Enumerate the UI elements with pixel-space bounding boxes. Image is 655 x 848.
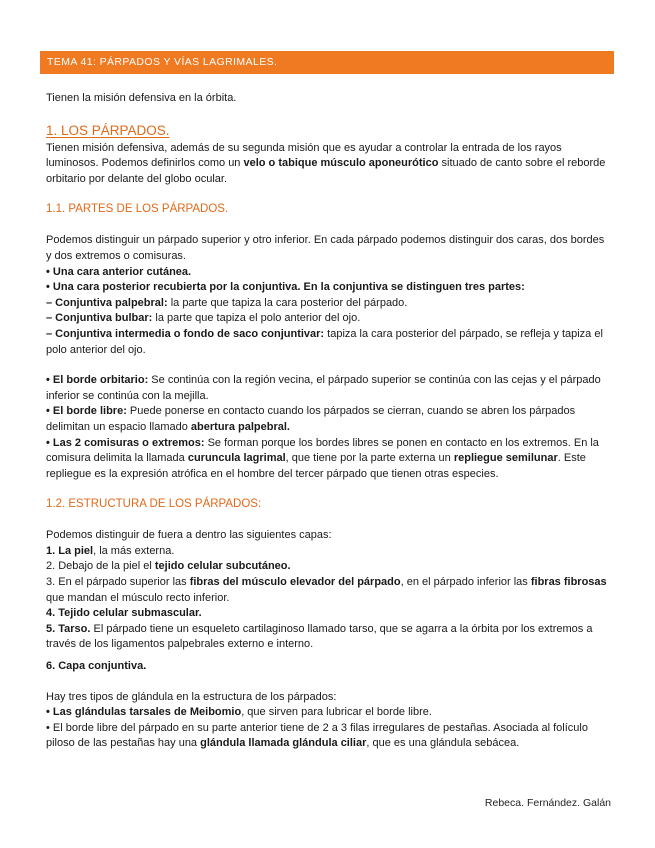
list-item: – Conjuntiva bulbar: la parte que tapiza el polo anterior del ojo. [46,312,361,325]
list-item: 5. Tarso. El párpado tiene un esqueleto cartilaginoso llamado tarso, que se agarra a la órbita por los extremos a través de los ligamentos palpebrales externo e interno. [46,622,593,651]
glands-intro-paragraph: Hay tres tipos de glándula en la estructura de los párpados: [46,690,337,703]
section-1-paragraph: Tienen misión defensiva, además de su segunda misión que es ayudar a controlar la entrada de los rayos luminosos. Podemos definirlos como un velo o tabique músculo aponeurótico situado de canto sobre el reborde orbitario por delante del globo ocular. [46,141,606,185]
topic-title: TEMA 41: PÁRPADOS Y VÍAS LAGRIMALES. [47,56,278,68]
list-item: 3. En el párpado superior las fibras del músculo elevador del párpado, en el párpado inferior las fibras fibrosas que mandan el músculo recto inferior. [46,576,607,604]
list-item: 6. Capa conjuntiva. [46,660,147,673]
list-item: • Una cara posterior recubierta por la conjuntiva. En la conjuntiva se distinguen tres partes: [46,281,525,294]
list-item: • Las glándulas tarsales de Meibomio, que sirven para lubricar el borde libre. [46,706,432,719]
parts-intro-paragraph: Podemos distinguir un párpado superior y otro inferior. En cada párpado podemos distinguir dos caras, dos bordes y dos extremos o comisuras. [46,234,605,262]
list-item: 4. Tejido celular submascular. [46,607,202,620]
author-footer: Rebeca. Fernández. Galán [484,797,611,809]
list-item: • El borde orbitario: Se continúa con la región vecina, el párpado superior se continúa con las cejas y el párpado inferior se continúa con la mejilla. [46,374,601,402]
section-1-2-heading: 1.2. ESTRUCTURA DE LOS PÁRPADOS: [46,498,262,511]
list-item: • Una cara anterior cutánea. [46,265,192,278]
list-item: – Conjuntiva intermedia o fondo de saco conjuntivar: tapiza la cara posterior del párpado, se refleja y tapiza el polo anterior del ojo. [46,327,603,356]
layers-intro-paragraph: Podemos distinguir de fuera a dentro las siguientes capas: [46,529,332,542]
list-item: • El borde libre: Puede ponerse en contacto cuando los párpados se cierran, cuando se abren los párpados delimitan un espacio llamado abertura palpebral. [46,405,576,433]
list-item: 1. La piel, la más externa. [46,544,175,557]
document-body [46,91,612,752]
section-1-heading: 1. LOS PÁRPADOS. [46,122,170,138]
topic-header-bar [40,51,614,74]
intro-paragraph: Tienen la misión defensiva en la órbita. [46,92,237,104]
list-item: – Conjuntiva palpebral: la parte que tapiza la cara posterior del párpado. [46,296,408,309]
list-item: • El borde libre del párpado en su parte anterior tiene de 2 a 3 filas irregulares de pestañas. Asociada al folículo piloso de las pestañas hay una glándula llamada glándula ciliar, que es una glándula sebácea. [46,721,588,750]
list-item: 2. Debajo de la piel el tejido celular subcutáneo. [46,560,291,573]
section-1-1-heading: 1.1. PARTES DE LOS PÁRPADOS. [46,203,229,216]
list-item: • Las 2 comisuras o extremos: Se forman porque los bordes libres se ponen en contacto en los extremos. En la comisura delimita la llamada curuncula lagrimal, que tiene por la parte externa un repliegue semilunar. Este repliegue es la expresión atrófica en el hombre del tercer párpado que tienen otras especies. [46,436,599,480]
